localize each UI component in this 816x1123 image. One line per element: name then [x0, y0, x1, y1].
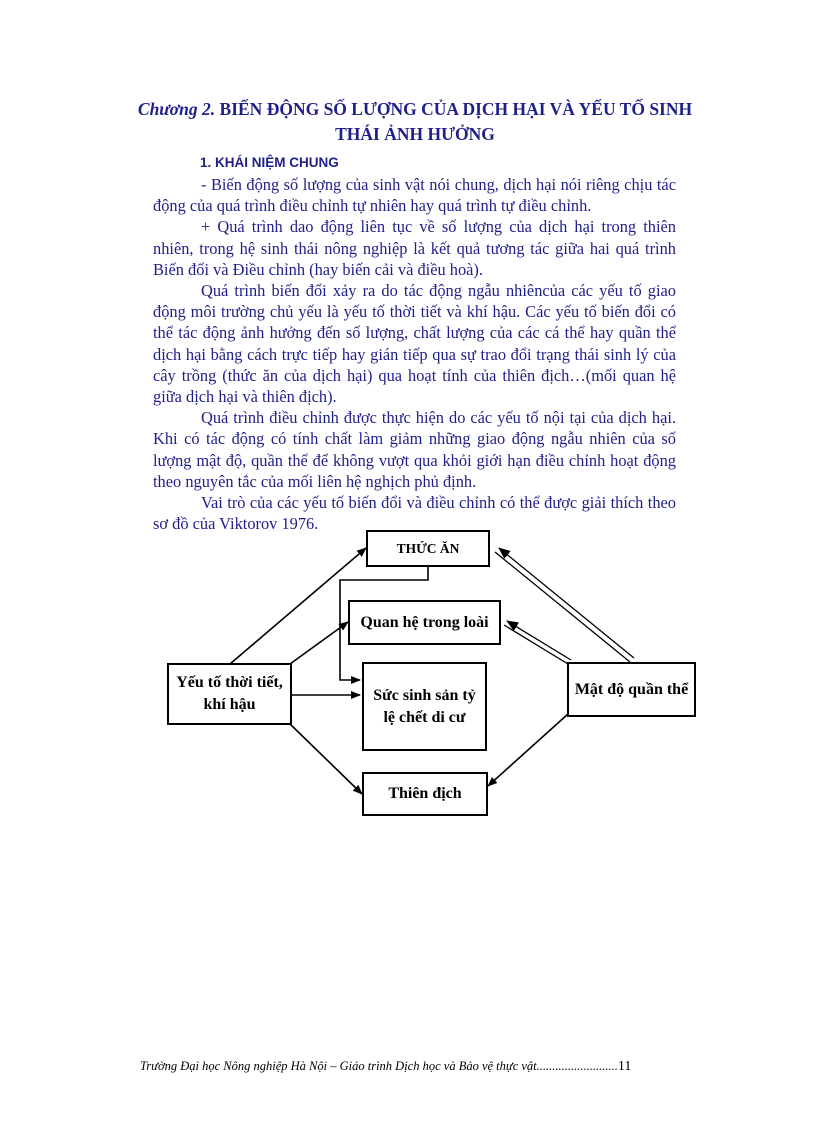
paragraph-1: - Biến động số lượng của sinh vật nói chung, dịch hại nói riêng chịu tác động của quá trình điều chỉnh tự nhiên hay quá trình tự điều chỉnh. — [153, 175, 676, 216]
footer-text: Trường Đại học Nông nghiệp Hà Nội – Giáo trình Dịch học và Bảo vệ thực vật — [140, 1059, 537, 1073]
box-fertility-label: Sức sinh sản tỷ lệ chết di cư — [373, 686, 476, 726]
box-enemies-label: Thiên địch — [388, 785, 462, 802]
chapter-title-line1: BIẾN ĐỘNG SỐ LƯỢNG CỦA DỊCH HẠI VÀ YẾU TỐ SINH — [219, 99, 693, 119]
page-number: 11 — [617, 1059, 632, 1074]
box-food-label: THỨC ĂN — [396, 540, 460, 556]
box-enemies — [362, 772, 488, 816]
box-weather — [167, 663, 292, 725]
arrow-density-to-enemies — [488, 714, 568, 786]
box-weather-label: Yếu tố thời tiết, khí hậu — [176, 674, 283, 713]
box-intraspecific-label: Quan hệ trong loài — [360, 613, 489, 631]
section-heading: 1. KHÁI NIỆM CHUNG — [200, 155, 339, 170]
chapter-number: Chương 2. — [137, 99, 216, 119]
box-fertility-mortality — [362, 662, 487, 751]
page-footer — [140, 1059, 631, 1075]
arrow-weather-to-food — [230, 548, 366, 664]
footer-dots: .......................... — [536, 1059, 618, 1073]
chapter-title-line2: THÁI ẢNH HƯỞNG — [335, 124, 495, 144]
box-density — [567, 662, 696, 717]
arrow-weather-to-enemies — [290, 724, 362, 794]
box-density-label: Mật độ quần thể — [574, 680, 689, 698]
arrow-density-to-intraspecific — [504, 621, 571, 664]
paragraph-3: Quá trình biến đổi xảy ra do tác động ngẫu nhiêncủa các yếu tố giao động môi trường chủ yếu là yếu tố thời tiết và khí hậu. Các yếu tố biến đổi có thể tác động ảnh hưởng đến số lượng, chất lượng của các cá thể hay quần thể dịch hại bằng cách trực tiếp hay gián tiếp qua sự trao đổi trạng thái sinh lý của cây trồng (thức ăn của dịch hại) qua hoạt tính của thiên địch…(mối quan hệ giữa dịch hại và thiên địch). — [153, 281, 676, 407]
box-food — [366, 530, 490, 567]
paragraph-4: Quá trình điều chỉnh được thực hiện do các yếu tố nội tại của dịch hại. Khi có tác động có tính chất làm giảm những giao động ngẫu nhiên của số lượng mật độ, quần thể để không vượt qua khỏi giới hạn điều chỉnh hoạt động theo nguyên tắc của mối liên hệ nghịch phủ định. — [153, 408, 676, 491]
box-intraspecific — [348, 600, 501, 645]
paragraph-5: Vai trò của các yếu tố biến đổi và điều chỉnh có thể được giải thích theo sơ đồ của Viktorov 1976. — [153, 493, 676, 534]
paragraph-2: + Quá trình dao động liên tục về số lượng của dịch hại trong thiên nhiên, trong hệ sinh thái nông nghiệp là kết quả tương tác giữa hai quá trình Biến đổi và Điều chỉnh (hay biến cải và điều hoà). — [153, 217, 676, 279]
arrow-density-to-food — [495, 548, 634, 662]
